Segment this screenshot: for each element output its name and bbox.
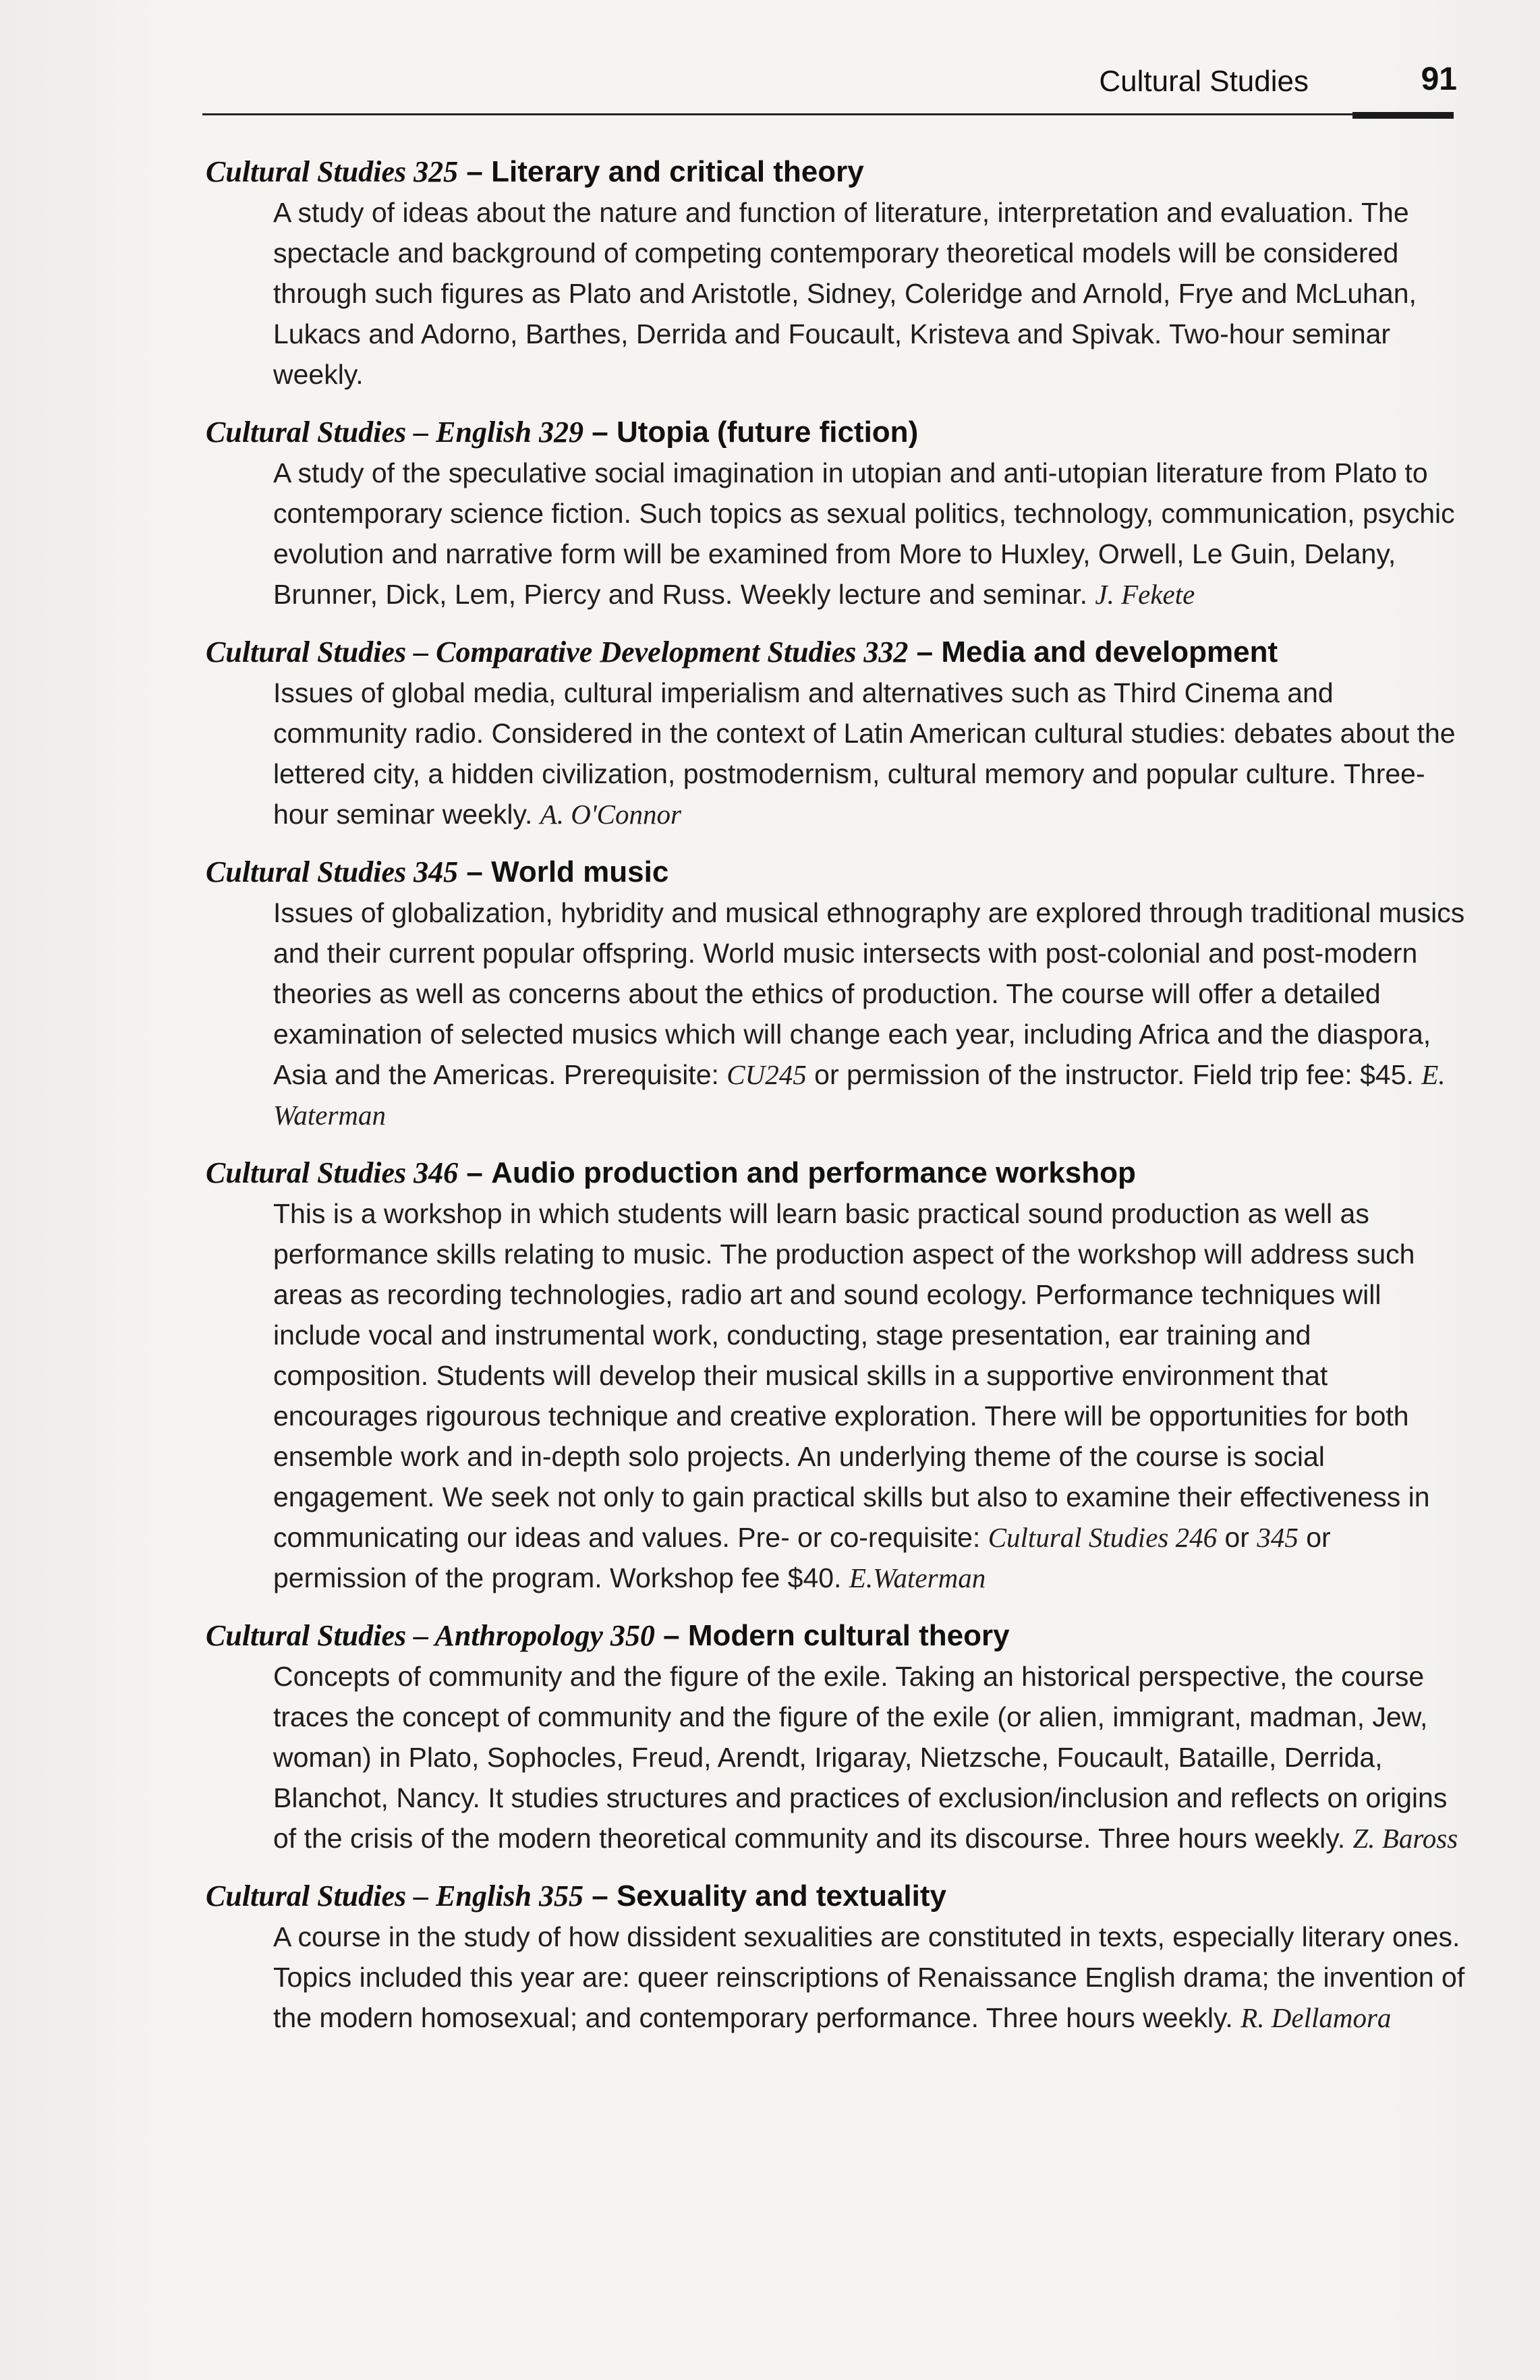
course-code: Cultural Studies 346 <box>206 1156 459 1189</box>
course-entry <box>206 1876 1467 2038</box>
course-title: Literary and critical theory <box>491 155 864 188</box>
description-text: Issues of globalization, hybridity and musical ethnography are explored through traditional musics and their current popular offspring. World music intersects with post-colonial and post-modern theories as well as concerns about the ethics of production. The course will offer a detailed examination of selected musics which will change each year, including Africa and the diaspora, Asia and the Americas. Prerequisite: <box>273 897 1465 1090</box>
heading-dash: – <box>592 416 608 449</box>
instructor-name: J. Fekete <box>1095 579 1195 610</box>
description-mid: or <box>1217 1522 1257 1553</box>
description-tail: or permission of the program. Workshop fee $40. <box>273 1522 1331 1593</box>
heading-dash: – <box>916 635 934 669</box>
course-title: Media and development <box>941 635 1278 669</box>
course-code: Cultural Studies 345 <box>206 855 459 888</box>
description-text: Concepts of community and the figure of the exile. Taking an historical perspective, the course traces the concept of community and the figure of the exile (or alien, immigrant, madman, Jew, woman) in Plato, Sophocles, Freud, Arendt, Irigaray, Nietzsche, Foucault, Bataille, Derrida, Blanchot, Nancy. It studies structures and practices of exclusion/inclusion and reflects on origins of the crisis of the modern theoretical community and its discourse. Three hours weekly. <box>273 1661 1448 1854</box>
course-heading <box>206 852 1467 893</box>
course-title: Audio production and performance workshop <box>491 1156 1136 1189</box>
course-entry <box>206 152 1467 395</box>
course-heading <box>206 152 1467 192</box>
course-entry <box>206 412 1467 615</box>
course-heading <box>206 1153 1467 1193</box>
course-entry <box>206 632 1467 834</box>
course-code: Cultural Studies – Anthropology 350 <box>206 1619 655 1652</box>
running-header <box>202 61 1464 108</box>
instructor-name: E. Waterman <box>273 1059 1446 1131</box>
course-entry <box>206 1153 1467 1598</box>
course-heading <box>206 632 1467 673</box>
course-title: Utopia (future fiction) <box>616 416 919 449</box>
page-number: 91 <box>1421 61 1457 97</box>
instructor-name: Z. Baross <box>1352 1823 1458 1854</box>
course-list <box>206 152 1467 2056</box>
description-tail: or permission of the instructor. Field trip fee: $45. <box>806 1059 1414 1090</box>
course-description <box>273 192 1467 395</box>
header-rule-tab <box>1352 112 1454 119</box>
heading-dash: – <box>466 155 483 188</box>
course-entry <box>206 1616 1467 1859</box>
course-heading <box>206 1616 1467 1656</box>
heading-dash: – <box>466 1156 483 1189</box>
heading-dash: – <box>466 855 483 888</box>
course-code: Cultural Studies – Comparative Development Studies 332 <box>206 635 909 669</box>
heading-dash: – <box>592 1879 608 1913</box>
instructor-name: A. O'Connor <box>540 799 681 830</box>
course-code: Cultural Studies – English 329 <box>206 416 583 449</box>
course-heading <box>206 412 1467 453</box>
description-text: A course in the study of how dissident sexualities are constituted in texts, especially literary ones. Topics included this year are: queer reinscriptions of Renaissance English drama; the invention of the modern homosexual; and contemporary performance. Three hours weekly. <box>273 1921 1465 2033</box>
prerequisite-course: Cultural Studies 246 <box>988 1522 1218 1553</box>
course-heading <box>206 1876 1467 1917</box>
instructor-name: R. Dellamora <box>1240 2002 1392 2033</box>
course-description <box>273 1656 1467 1859</box>
course-description <box>273 1917 1467 2038</box>
course-description <box>273 453 1467 615</box>
description-text: A study of the speculative social imagination in utopian and anti-utopian literature from Plato to contemporary science fiction. Such topics as sexual politics, technology, communication, psychic evolution and narrative form will be examined from More to Huxley, Orwell, Le Guin, Delany, Brunner, Dick, Lem, Piercy and Russ. Weekly lecture and seminar. <box>273 457 1455 610</box>
course-entry <box>206 852 1467 1135</box>
instructor-name: E.Waterman <box>849 1562 986 1593</box>
course-title: Sexuality and textuality <box>616 1879 947 1913</box>
header-rule <box>202 113 1454 115</box>
course-title: World music <box>491 855 669 888</box>
course-description <box>273 893 1467 1135</box>
description-text: This is a workshop in which students will learn basic practical sound production as well as performance skills relating to music. The production aspect of the workshop will address such areas as recording technologies, radio art and sound ecology. Performance techniques will include vocal and instrumental work, conducting, stage presentation, ear training and composition. Students will develop their musical skills in a supportive environment that encourages rigourous technique and creative exploration. There will be opportunities for both ensemble work and in-depth solo projects. An underlying theme of the course is social engagement. We seek not only to gain practical skills but also to examine their effectiveness in communicating our ideas and values. Pre- or co-requisite: <box>273 1198 1430 1553</box>
course-description <box>273 673 1467 834</box>
course-description <box>273 1193 1467 1598</box>
description-text: A study of ideas about the nature and function of literature, interpretation and evaluation. The spectacle and background of competing contemporary theoretical models will be considered through such figures as Plato and Aristotle, Sidney, Coleridge and Arnold, Frye and McLuhan, Lukacs and Adorno, Barthes, Derrida and Foucault, Kristeva and Spivak. Two-hour seminar weekly. <box>273 197 1417 390</box>
course-title: Modern cultural theory <box>687 1619 1010 1652</box>
section-title: Cultural Studies <box>1099 65 1309 98</box>
description-text: Issues of global media, cultural imperialism and alternatives such as Third Cinema and community radio. Considered in the context of Latin American cultural studies: debates about the lettered city, a hidden civilization, postmodernism, cultural memory and popular culture. Three-hour seminar weekly. <box>273 677 1456 830</box>
prerequisite-code: CU245 <box>726 1059 807 1090</box>
heading-dash: – <box>663 1619 680 1652</box>
course-code: Cultural Studies – English 355 <box>206 1879 583 1913</box>
course-code: Cultural Studies 325 <box>206 155 459 188</box>
prerequisite-course-alt: 345 <box>1257 1522 1299 1553</box>
